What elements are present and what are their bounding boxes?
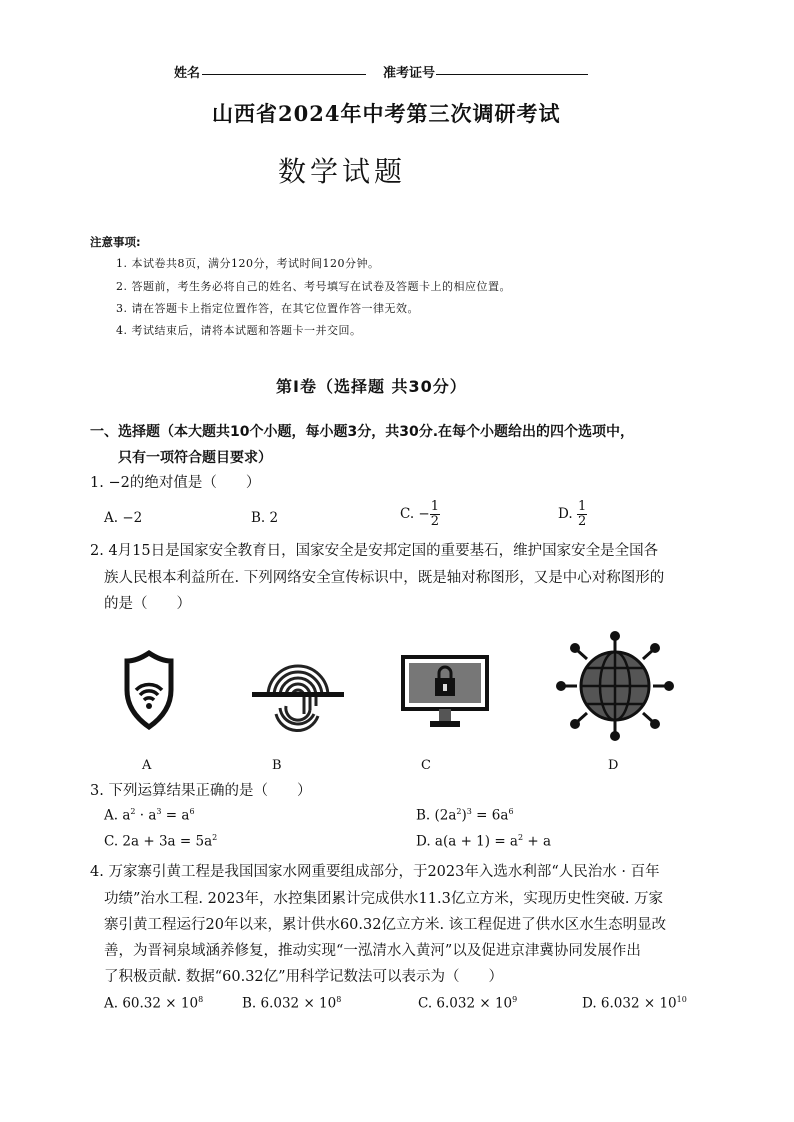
fraction: $\frac{1}{2}$ [577, 499, 587, 529]
q4-stem-line3: 寨引黄工程运行20年以来，累计供水60.32亿立方米. 该工程促进了供水区水生态明显改 [104, 917, 667, 933]
section-title: 第Ⅰ卷（选择题 共30分） [276, 377, 467, 396]
q2-label-d: D [608, 758, 619, 773]
q4-option-d[interactable]: D. $6.032 \times 10^{10}$ [582, 995, 687, 1012]
notes-heading: 注意事项: [90, 235, 141, 249]
q4-option-c[interactable]: C. $6.032 \times 10^9$ [418, 995, 518, 1012]
q1-option-a[interactable]: A. −2 [104, 510, 143, 526]
q2-label-b: B [272, 758, 282, 773]
q1-option-d[interactable] [558, 500, 587, 529]
q4-stem-line1: 4. 万家寨引黄工程是我国国家水网重要组成部分，于2023年入选水利部“人民治水 · 百年 [90, 864, 660, 880]
name-field-line[interactable] [202, 74, 366, 75]
q4-stem-line4: 善，为晋祠泉域涵养修复，推动实现“一泓清水入黄河”以及促进京津冀协同发展作出 [104, 943, 641, 959]
note-item: 2. 答题前，考生务必将自己的姓名、考号填写在试卷及答题卡上的相应位置。 [116, 280, 511, 293]
exam-subtitle: 数学试题 [278, 155, 407, 188]
part1-heading-line1: 一、选择题（本大题共10个小题，每小题3分，共30分.在每个小题给出的四个选项中， [90, 424, 635, 440]
note-item: 3. 请在答题卡上指定位置作答，在其它位置作答一律无效。 [116, 302, 419, 315]
shield-wifi-icon[interactable] [124, 650, 174, 730]
name-label: 姓名 [174, 66, 201, 81]
id-field-line[interactable] [436, 74, 588, 75]
q4-option-a[interactable]: A. $60.32 \times 10^8$ [104, 995, 204, 1012]
monitor-lock-icon[interactable] [400, 654, 490, 734]
q2-stem-line3: 的是（ ） [104, 596, 191, 612]
q1-option-d-prefix: D. [558, 506, 577, 522]
q3-stem: 3. 下列运算结果正确的是（ ） [90, 783, 312, 799]
q4-stem-line5: 了积极贡献. 数据“60.32亿”用科学记数法可以表示为（ ） [104, 969, 504, 985]
q3-option-b[interactable]: B. $(2a^2)^3 = 6a^6$ [416, 807, 514, 824]
q3-option-d[interactable]: D. $a(a + 1) = a^2 + a$ [416, 833, 552, 850]
q4-stem-line2: 功绩”治水工程. 2023年，水控集团累计完成供水11.3亿立方米，实现历史性突破. 万家 [104, 891, 664, 907]
q1-stem: 1. −2的绝对值是（ ） [90, 475, 261, 491]
q3-option-a[interactable]: A. $a^2 \cdot a^3 = a^6$ [104, 807, 195, 824]
q2-label-c: C [421, 758, 431, 773]
q4-option-b[interactable]: B. $6.032 \times 10^8$ [242, 995, 342, 1012]
id-label: 准考证号 [383, 66, 436, 81]
q2-stem-line2: 族人民根本利益所在. 下列网络安全宣传标识中，既是轴对称图形，又是中心对称图形的 [104, 570, 665, 586]
q1-option-b[interactable]: B. 2 [251, 510, 279, 526]
fraction: $\frac{1}{2}$ [430, 499, 440, 529]
note-item: 1. 本试卷共8页，满分120分，考试时间120分钟。 [116, 257, 380, 270]
q2-label-a: A [142, 758, 152, 773]
exam-title: 山西省2024年中考第三次调研考试 [212, 101, 561, 126]
part1-heading-line2: 只有一项符合题目要求） [118, 450, 272, 466]
q1-option-c-prefix: C. − [400, 506, 430, 522]
q1-option-c[interactable] [400, 500, 440, 529]
q2-stem-line1: 2. 4月15日是国家安全教育日，国家安全是安邦定国的重要基石，维护国家安全是全国各 [90, 543, 659, 559]
fingerprint-icon[interactable] [246, 656, 350, 736]
globe-virus-icon[interactable] [555, 628, 675, 743]
q3-option-c[interactable]: C. $2a + 3a = 5a^2$ [104, 833, 218, 850]
note-item: 4. 考试结束后，请将本试题和答题卡一并交回。 [116, 324, 362, 337]
